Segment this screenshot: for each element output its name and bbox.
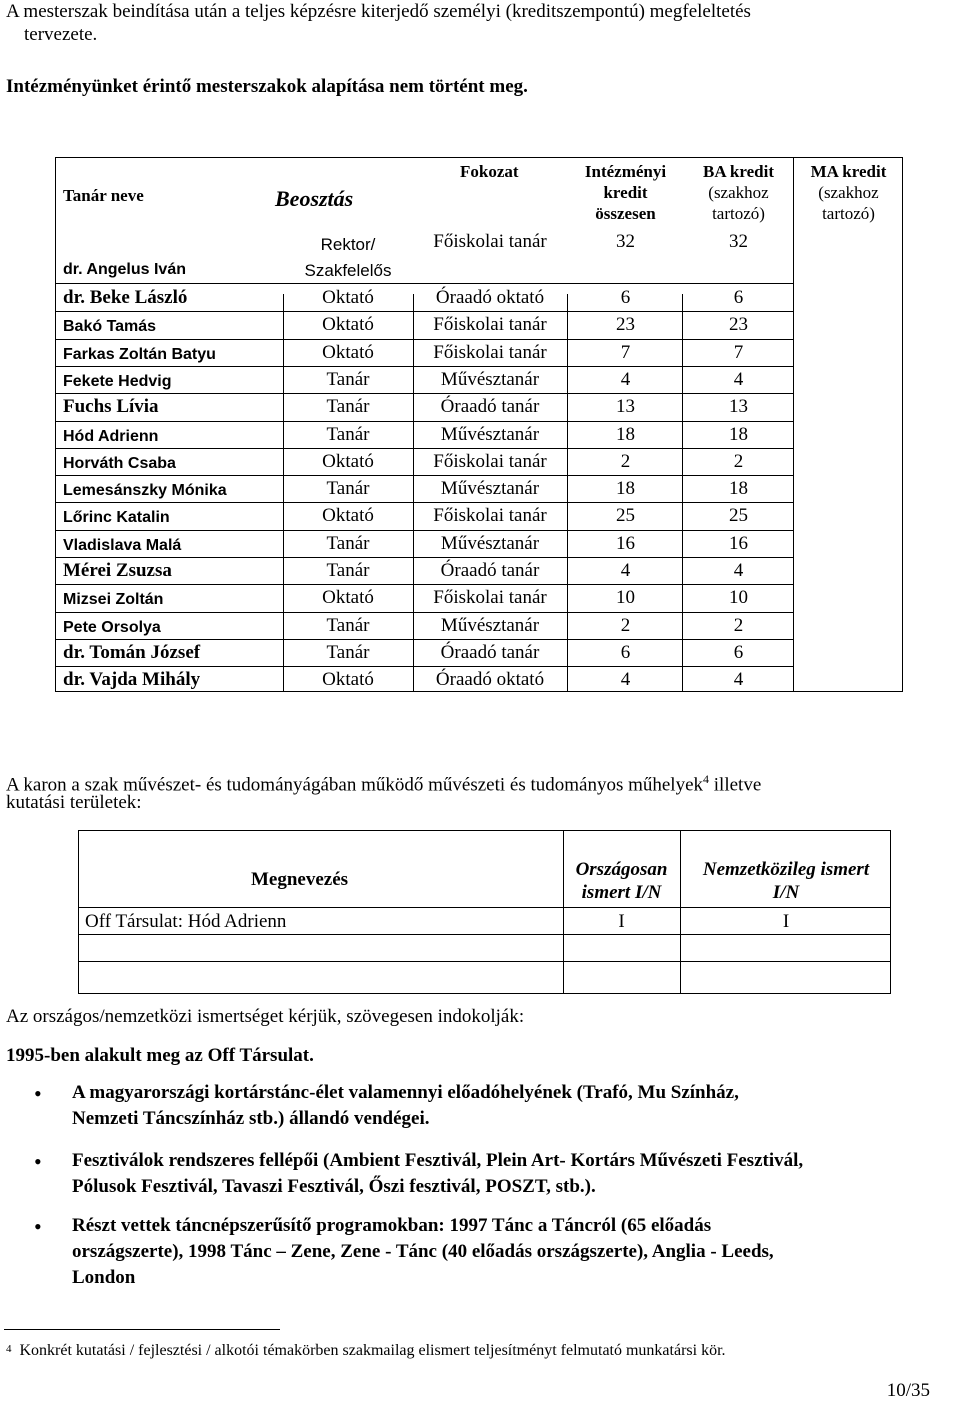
header-national: Országosan ismert I/N xyxy=(575,859,668,903)
teacher-ba-credit: 7 xyxy=(733,341,744,363)
teacher-total-credit: 16 xyxy=(616,532,635,554)
teacher-ba-credit: 4 xyxy=(733,560,744,581)
header-ma-credit: MA kredit (szakhoz tartozó) xyxy=(810,162,887,223)
table-row xyxy=(56,284,794,311)
table-row xyxy=(56,584,794,611)
teacher-grade: Óraadó tanár xyxy=(440,396,540,418)
teacher-grade: Művésztanár xyxy=(440,532,540,554)
teacher-position: Oktató xyxy=(322,341,374,363)
teacher-grade: Főiskolai tanár xyxy=(433,231,547,252)
teacher-grade: Óraadó tanár xyxy=(440,560,540,581)
table-row xyxy=(56,339,794,366)
teacher-ba-credit: 25 xyxy=(729,505,748,527)
teacher-name: Bakó Tamás xyxy=(63,318,157,336)
table-row xyxy=(56,393,794,420)
teacher-name: Horváth Csaba xyxy=(63,454,176,472)
teacher-total-credit: 2 xyxy=(620,614,631,636)
teacher-ba-credit: 16 xyxy=(729,532,748,554)
bullet-text: Részt vettek táncnépszerűsítő programokban: 1997 Tánc a Táncról (65 előadás országszerte), 1998 Tánc – Zene, Zene - Tánc (40 előadás országszerte), Anglia - Leeds, London xyxy=(72,1215,774,1288)
teacher-name: Lemesánszky Mónika xyxy=(63,482,227,500)
header-workshop-name: Megnevezés xyxy=(251,869,349,890)
table-row xyxy=(56,530,794,557)
teacher-total-credit: 4 xyxy=(620,669,631,691)
bullet-text: Fesztiválok rendszeres fellépői (Ambient Fesztivál, Plein Art- Kortárs Művészeti Fesztivál, Pólusok Fesztivál, Tavaszi Fesztivál, Őszi fesztivál, POSZT, stb.). xyxy=(72,1150,804,1197)
teacher-total-credit: 4 xyxy=(620,560,631,581)
teacher-grade: Óraadó oktató xyxy=(435,669,545,691)
row-divider xyxy=(79,907,890,908)
teacher-position: Oktató xyxy=(322,287,374,308)
teacher-grade: Óraadó tanár xyxy=(440,641,540,663)
teacher-ba-credit: 2 xyxy=(733,450,744,472)
header-total: Intézményi kredit összesen xyxy=(584,162,667,223)
teacher-total-credit: 13 xyxy=(616,396,635,418)
teacher-name: Mizsei Zoltán xyxy=(63,591,164,609)
teacher-total-credit: 4 xyxy=(620,368,631,390)
table-row xyxy=(56,448,794,475)
teacher-name: dr. Vajda Mihály xyxy=(63,669,201,691)
teacher-ba-credit: 18 xyxy=(729,478,748,500)
teacher-name: dr. Angelus Iván xyxy=(63,261,186,278)
row-divider xyxy=(79,934,890,935)
header-international: Nemzetközileg ismert I/N xyxy=(702,859,870,903)
teacher-grade: Főiskolai tanár xyxy=(433,450,547,472)
teacher-ba-credit: 32 xyxy=(729,231,748,252)
table-row xyxy=(56,612,794,639)
teacher-position: Oktató xyxy=(322,669,374,691)
teacher-grade: Főiskolai tanár xyxy=(433,341,547,363)
teacher-name: Mérei Zsuzsa xyxy=(63,560,172,581)
table-row xyxy=(56,311,794,338)
teacher-ba-credit: 2 xyxy=(733,614,744,636)
teacher-grade: Főiskolai tanár xyxy=(433,587,547,609)
teacher-position: Oktató xyxy=(322,505,374,527)
table-row xyxy=(56,557,794,584)
teacher-ba-credit: 4 xyxy=(733,669,744,691)
teacher-position: Oktató xyxy=(322,450,374,472)
teacher-ba-credit: 18 xyxy=(729,423,748,445)
workshops-intro-line-1: A karon a szak művészet- és tudományágában működő művészeti és tudományos műhelyek$^4$ illetve xyxy=(6,772,762,796)
teacher-position: Tanár xyxy=(326,396,370,418)
table-row xyxy=(56,666,794,693)
table-row xyxy=(56,502,794,529)
justification-statement: 1995-ben alakult meg az Off Társulat. xyxy=(6,1045,314,1066)
teacher-grade: Művésztanár xyxy=(440,478,540,500)
teacher-name: Fuchs Lívia xyxy=(63,396,159,418)
footnote-separator xyxy=(4,1329,280,1330)
intro-line-2: tervezete. xyxy=(24,24,98,45)
bullet-dot: • xyxy=(34,1214,42,1239)
teacher-total-credit: 2 xyxy=(620,450,631,472)
teacher-grade: Művésztanár xyxy=(440,614,540,636)
footnote-text: Konkrét kutatási / fejlesztési / alkotói témakörben szakmailag elismert teljesítményt felmutató munkatársi kör. xyxy=(19,1342,726,1359)
teacher-position: Tanár xyxy=(326,560,370,581)
teacher-ba-credit: 13 xyxy=(729,396,748,418)
teacher-grade: Művésztanár xyxy=(440,368,540,390)
teacher-name: dr. Tomán József xyxy=(63,641,201,663)
table-row xyxy=(56,639,794,666)
workshop-table xyxy=(78,830,891,994)
teacher-position: Tanár xyxy=(326,532,370,554)
footnote-number: 4 xyxy=(6,1343,12,1355)
row-divider xyxy=(79,961,890,962)
intro-line-1: A mesterszak beindítása után a teljes képzésre kiterjedő személyi (kreditszempontú) megfeleltetés xyxy=(6,1,751,22)
teacher-grade: Főiskolai tanár xyxy=(433,505,547,527)
header-position: Beosztás xyxy=(275,186,354,211)
teacher-position: Tanár xyxy=(326,614,370,636)
footnote xyxy=(6,1341,726,1361)
header-ba-credit: BA kredit (szakhoz tartozó) xyxy=(702,162,774,223)
teacher-total-credit: 6 xyxy=(620,641,631,663)
teacher-ba-credit: 23 xyxy=(729,314,748,336)
bullet-dot: • xyxy=(34,1081,42,1106)
teacher-total-credit: 32 xyxy=(616,231,635,252)
workshops-intro-line-2: kutatási területek: xyxy=(6,792,142,813)
bullet-text: A magyarországi kortárstánc-élet valamennyi előadóhelyének (Trafó, Mu Színház, Nemzeti Táncszínház stb.) állandó vendégei. xyxy=(72,1082,739,1129)
teacher-grade: Óraadó oktató xyxy=(435,287,545,308)
justification-request: Az országos/nemzetközi ismertséget kérjük, szövegesen indokolják: xyxy=(6,1006,525,1027)
teacher-ba-credit: 6 xyxy=(733,641,744,663)
teacher-name: dr. Beke László xyxy=(63,287,188,308)
teacher-total-credit: 23 xyxy=(616,314,635,336)
page-number: 10/35 xyxy=(886,1380,930,1401)
table-row xyxy=(56,421,794,448)
teacher-total-credit: 25 xyxy=(616,505,635,527)
teacher-credit-table xyxy=(55,157,903,692)
table-row xyxy=(56,475,794,502)
header-grade: Fokozat xyxy=(460,162,519,181)
teacher-name: Lőrinc Katalin xyxy=(63,509,170,527)
teacher-name: Hód Adrienn xyxy=(63,427,159,445)
bullet-dot: • xyxy=(34,1149,42,1174)
teacher-ba-credit: 10 xyxy=(729,587,748,609)
teacher-position: Tanár xyxy=(326,368,370,390)
workshop-name: Off Társulat: Hód Adrienn xyxy=(85,911,287,932)
teacher-total-credit: 6 xyxy=(620,287,631,308)
teacher-name: Farkas Zoltán Batyu xyxy=(63,345,216,363)
teacher-name: Fekete Hedvig xyxy=(63,372,172,390)
teacher-total-credit: 18 xyxy=(616,423,635,445)
teacher-total-credit: 18 xyxy=(616,478,635,500)
header-name: Tanár neve xyxy=(63,186,144,205)
footnote-ref: 4 xyxy=(703,772,710,786)
teacher-total-credit: 7 xyxy=(620,341,631,363)
intro-heading: Intézményünket érintő mesterszakok alapítása nem történt meg. xyxy=(6,76,528,97)
teacher-total-credit: 10 xyxy=(616,587,635,609)
teacher-ba-credit: 4 xyxy=(733,368,744,390)
teacher-position: Rektor/ Szakfelelős xyxy=(304,235,392,280)
table-row xyxy=(56,366,794,393)
teacher-position: Tanár xyxy=(326,641,370,663)
workshop-international: I xyxy=(782,911,790,932)
teacher-position: Tanár xyxy=(326,478,370,500)
teacher-grade: Művésztanár xyxy=(440,423,540,445)
teacher-ba-credit: 6 xyxy=(733,287,744,308)
teacher-name: Vladislava Malá xyxy=(63,536,182,554)
workshop-national: I xyxy=(618,911,625,932)
teacher-position: Oktató xyxy=(322,314,374,336)
teacher-grade: Főiskolai tanár xyxy=(433,314,547,336)
teacher-name: Pete Orsolya xyxy=(63,618,161,636)
teacher-position: Oktató xyxy=(322,587,374,609)
teacher-position: Tanár xyxy=(326,423,370,445)
